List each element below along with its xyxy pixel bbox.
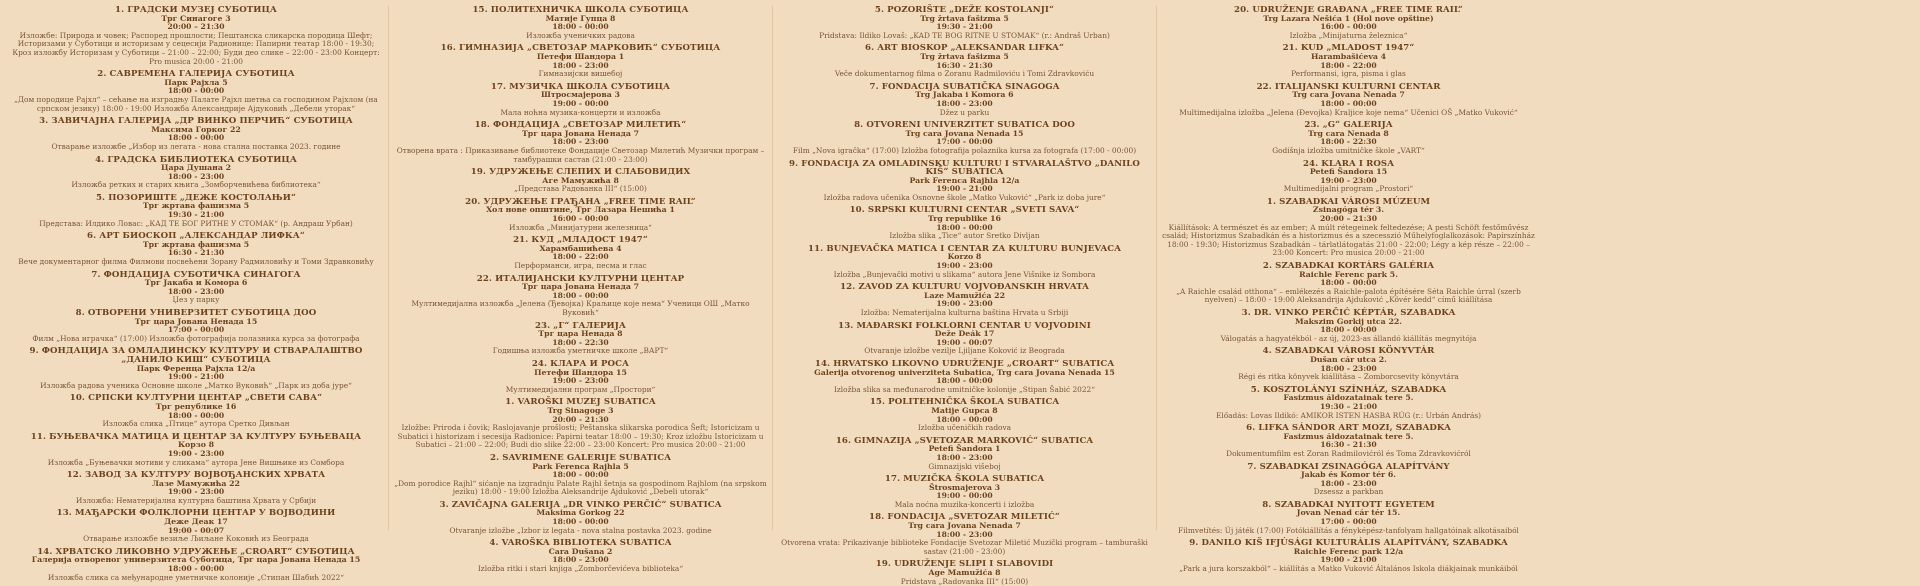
event-hours: 18:00 - 22:30	[1320, 137, 1377, 147]
event-description: Вече документарног филма Филмови посвећени Зорану Радмиловићу и Томи Здравковићу	[18, 257, 374, 267]
event-location: Максима Горког 22	[151, 124, 241, 134]
event-description: „A Raichle család otthona“ – emlékezés a Raichle-palota építésére Séta Raichle úrral (szerb nyelven) – 18:00 - 19:00 Aleksandrija Ajduković „Kövér kedd“ című kiállítása	[1176, 286, 1521, 305]
event-description: Godišnja izložba umitničke škole „VART“	[1272, 145, 1425, 155]
event-title: 2. SZABADKAI KORTÁRS GALÉRIA	[1262, 261, 1435, 272]
event-description: Отворена врата : Приказивање библиотеке Фондације Светозар Милетић Музички програм – тамбурашки састав (21:00 - 23:00)	[396, 145, 765, 164]
event-title: 11. BUNJEVAČKA MATICA I CENTAR ZA KULTURU BUNJEVACA	[807, 243, 1122, 254]
event-location: Korzo 8	[947, 252, 982, 262]
event-title: 5. ПОЗОРИШТЕ „ДЕЖЕ КОСТОЛАЊИ“	[95, 192, 297, 203]
event-hours: 18:00 - 23:00	[552, 555, 609, 565]
event-location: Trg cara Jovana Nenada 7	[908, 521, 1021, 531]
event-entry	[8, 509, 384, 543]
event-title: 8. SZABADKAI NYITOTT EGYETEM	[1262, 499, 1435, 510]
event-hours: 18:00 - 00:00	[1320, 325, 1377, 335]
event-title: 7. ФОНДАЦИЈА СУБОТИЧКА СИНАГОГА	[91, 269, 301, 280]
event-entry	[393, 83, 768, 117]
event-title: 24. KLARA I ROSA	[1302, 158, 1395, 169]
event-hours: 19:00 - 00:00	[552, 98, 609, 108]
event-title: 1. SZABADKAI VÁROSI MÚZEUM	[1266, 196, 1431, 207]
event-entry	[393, 275, 768, 318]
event-hours: 18:00 - 23:00	[1320, 478, 1377, 488]
event-title: 24. КЛАРА И РОСА	[531, 358, 630, 369]
event-description: Dokumentumfilm est Zoran Radmilovićról és Toma Zdravkovićról	[1226, 448, 1471, 458]
event-location: Maksima Gorkog 22	[536, 508, 625, 518]
event-description: Otvorena vrata: Prikazivanje biblioteke Fondacije Svetozar Miletić Muzički program – tamburaški sastav (21:00 - 23:00)	[781, 538, 1148, 556]
event-title: 14. ХРВАТСКО ЛИКОВНО УДРУЖЕЊЕ „CROART“ СУБОТИЦА	[37, 546, 355, 557]
event-entry	[393, 236, 768, 270]
event-description: Válogatás a hagyatékból - az új, 2023-as állandó kiállítás megnyitója	[1220, 333, 1477, 343]
event-description: Отварање изложбе везиље Љиљане Коковић из Београда	[83, 534, 309, 544]
event-description: „Dom porodice Rajhl“ sićanje na izgradnju Palate Rajhl šetnja sa gospodinom Rajhlom (na srpskom jeziku) 18:00 - 19:00 Izložba Aleksandrije Ajduković „Debeli utorak“	[394, 478, 767, 497]
event-entry	[777, 206, 1152, 240]
event-title: 8. OTVORENI UNIVERZITET SUBATICA DOO	[854, 120, 1075, 131]
event-title: 7. FONDACIJA SUBATIČKA SINAGOGA	[869, 81, 1060, 92]
event-description: Изложба ученичких радова	[526, 30, 635, 40]
event-description: Performansi, igra, pisma i glas	[1291, 69, 1406, 79]
event-location: Cara Dušana 2	[548, 546, 613, 556]
event-description: „Park a jura korszakból“ – kiállítás a Matko Vuković Általános Iskola diákjainak munkáiból	[1179, 564, 1518, 574]
event-title: 3. DR. VINKO PERČIĆ KÉPTÁR, SZABADKA	[1241, 308, 1456, 318]
event-location: Матије Гупца 8	[545, 13, 616, 23]
event-entry	[1161, 198, 1536, 258]
event-description: Мала ноћна музика-концерти и изложба	[500, 107, 661, 117]
event-location: Fasizmus áldozatainak tere 5.	[1283, 431, 1414, 441]
event-hours: 17:00 - 00:00	[167, 325, 225, 335]
event-title: 18. FONDACIJA „SVETOZAR MILETIĆ“	[869, 512, 1060, 523]
event-entry	[1161, 121, 1536, 155]
event-entry	[8, 309, 384, 343]
event-location: Matije Gupca 8	[931, 405, 998, 415]
event-entry	[1161, 83, 1536, 117]
event-title: 20. УДРУЖЕЊЕ ГРАЂАНА „FREE TIME RAIL“	[465, 196, 696, 207]
event-entry	[777, 160, 1152, 203]
event-hours: 16:30 - 21:30	[167, 248, 225, 258]
event-hours: 18:00 - 00:00	[167, 410, 225, 420]
event-hours: 18:00 - 23:00	[552, 60, 609, 70]
event-title: 22. ITALIJANSKI KULTURNI CENTAR	[1256, 81, 1441, 92]
event-hours: 18:00 - 00:00	[167, 86, 225, 96]
event-hours: 20:00 – 21:30	[1320, 214, 1377, 224]
event-description: Изложбе: Природа и човек; Распоред прошлости; Пештанска сликарска породица Шефт; Историзами у Суботици и историзам у сецесији Радионице: Папирни театар 18:00 - 19:30; Кроз изложбу Историзам у Суботици – 21:00 – 22:00; Буди део слике – 22:00 - 23:00 Концерт: Pro musica 20:00 - 21:00	[12, 30, 380, 66]
event-location: Петефи Шандора 1	[536, 51, 625, 61]
event-title: 17. МУЗИЧКА ШКОЛА СУБОТИЦА	[490, 81, 671, 92]
event-title: 5. KOSZTOLÁNYI SZÍNHÁZ, SZABADKA	[1250, 384, 1447, 395]
event-entry	[393, 44, 768, 78]
event-description: Mala noćna muzika-koncerti i izložba	[894, 499, 1035, 509]
event-location: Трг жртава фашизма 5	[142, 201, 250, 211]
event-description: Изложба „Минијатурни железница“	[509, 222, 652, 232]
event-entry	[393, 398, 768, 450]
event-location: Парк Рајхла 5	[164, 77, 228, 87]
event-location: Парк Ференца Рајхла 12/а	[136, 363, 256, 373]
event-title: 12. ЗАВОД ЗА КУЛТУРУ ВОЈВОЂАНСКИХ ХРВАТА	[66, 470, 326, 481]
event-hours: 18:00 - 00:00	[552, 22, 609, 32]
program-column-4	[1156, 5, 1540, 574]
event-description: Перформанси, игра, песма и глас	[514, 261, 647, 271]
event-description: Отварање изложбе „Избор из легата - нова стална поставка 2023. године	[51, 141, 341, 151]
event-title: 2. SAVRIMENE GALERIJE SUBATICA	[490, 452, 671, 463]
event-location: Штросмајерова 3	[541, 90, 620, 100]
event-location: Jovan Nenad cár tér 15.	[1296, 508, 1401, 518]
event-location: Zsinagóga tér 3.	[1312, 205, 1385, 215]
event-entry	[1161, 160, 1536, 194]
event-location: Trg cara Nenada 8	[1308, 128, 1389, 138]
event-hours: 19:00 - 00:00	[936, 491, 993, 501]
event-location: Trg Jakaba i Komora 6	[915, 90, 1014, 100]
event-entry	[393, 198, 768, 232]
event-title: 18. ФОНДАЦИЈА „СВЕТОЗАР МИЛЕТИЋ“	[474, 120, 687, 131]
event-entry	[1161, 386, 1536, 420]
event-location: Деже Деак 17	[164, 517, 228, 527]
event-description: Изложба: Нематеријална културна баштина Хрвата у Србији	[75, 495, 317, 505]
event-title: 6. LIFKA SÁNDOR ART MOZI, SZABADKA	[1246, 423, 1451, 434]
event-entry	[777, 121, 1152, 155]
event-entry	[1161, 463, 1536, 497]
event-description: Otvaranje izložbe vezilje Ljiljane Koković iz Beograda	[864, 346, 1065, 356]
event-entry	[1161, 424, 1536, 458]
event-title: 3. ZAVIČAJNA GALERIJA „DR VINKO PERČIĆ“ SUBATICA	[439, 499, 722, 510]
event-location: Jakab és Komor tér 6.	[1300, 470, 1397, 480]
event-entry	[8, 271, 384, 305]
event-hours: 18:00 - 22:30	[552, 337, 609, 347]
event-entry	[1161, 309, 1536, 343]
event-title: 4. ГРАДСКА БИБЛИОТЕКА СУБОТИЦА	[95, 154, 297, 165]
event-description: Pridstava „Radovanka III“ (15:00)	[900, 576, 1029, 586]
event-location: Harambašićeva 4	[1310, 51, 1387, 61]
program-column-1	[4, 5, 388, 582]
event-location: Лазе Мамужића 22	[152, 478, 240, 488]
event-title: 23. „Г“ ГАЛЕРИЈА	[534, 320, 627, 331]
event-entry	[8, 232, 384, 266]
event-description: Izložba: Nematerijalna kulturna baština Hrvata u Srbiji	[860, 308, 1069, 317]
event-hours: 16:30 - 21:30	[936, 60, 993, 70]
event-description: Мултимедијални програм „Простори“	[505, 384, 656, 394]
event-hours: 18:00 - 22:00	[1320, 60, 1377, 70]
event-title: 11. БУЊЕВАЧКА МАТИЦА И ЦЕНТАР ЗА КУЛТУРУ БУЊЕВАЦА	[30, 431, 362, 442]
event-description: Izložba učeničkih radova	[917, 423, 1012, 433]
event-description: Otvaranje izložbe „Izbor iz legata - nova stalna postavka 2023. godine	[449, 525, 712, 535]
event-hours: 19:00 - 23:00	[1320, 175, 1377, 185]
event-location: Трг цара Ненада 8	[538, 329, 623, 339]
event-description: Изложба ретких и старих књига „Зомборчевићева библиотека“	[71, 180, 321, 190]
event-location: Трг цара Јована Ненада 7	[521, 128, 640, 138]
event-hours: 18:00 - 00:00	[936, 222, 993, 232]
event-title: 19. UDRUŽENJE SLIPI I SLABOVIDI	[875, 559, 1054, 570]
event-title: 16. GIMNAZIJA „SVETOZAR MARKOVIĆ“ SUBATICA	[835, 435, 1094, 446]
event-description: Изложба слика „Птице“ аутора Сретко Дивљан	[102, 419, 290, 429]
event-hours: 18:00 - 00:00	[552, 517, 609, 527]
event-description: Годишња изложба уметничке школе „ВАРТ“	[492, 346, 669, 356]
event-description: „Дом породице Рајхл“ – сећање на изградњу Палате Рајхл шетња са господином Рајхлом (на српском језику) 18:00 - 19:00 Изложба Александрије Ајдуковић „Дебели уторак“	[14, 94, 378, 113]
event-title: 21. KUD „MLADOST 1947“	[1282, 43, 1415, 54]
event-location: Dušan cár utca 2.	[1310, 354, 1387, 364]
event-title: 15. POLITEHNIČKA ŠKOLA SUBATICA	[869, 397, 1060, 408]
event-title: 2. САВРЕМЕНА ГАЛЕРИЈА СУБОТИЦА	[97, 69, 295, 80]
event-hours: 18:00 - 00:00	[167, 133, 225, 143]
event-title: 1. VAROŠKI MUZEJ SUBATICA	[505, 397, 656, 408]
event-entry	[777, 6, 1152, 40]
event-location: Laze Mamužića 22	[924, 290, 1005, 300]
event-entry	[8, 394, 384, 428]
event-description: Pridstava: Ildiko Lovaš: „KAD TE BOG RITNE U STOMAK“ (r.: Andraš Urban)	[819, 30, 1110, 40]
event-description: Džez u parku	[939, 107, 990, 117]
event-location: Цара Душана 2	[160, 163, 232, 173]
event-entry	[393, 454, 768, 497]
event-hours: 18:00 - 00:00	[552, 470, 609, 480]
event-title: 9. ФОНДАЦИЈА ЗА ОМЛАДИНСКУ КУЛТУРУ И СТВАРАЛАШТВО „ДАНИЛО КИШ“ СУБОТИЦА	[29, 346, 363, 365]
event-title: 9. FONDACIJA ZA OMLADINSKU KULTURU I STVARALAŠTVO „DANILO KIŠ“ SUBATICA	[788, 158, 1140, 178]
event-hours: 17:00 - 00:00	[1320, 517, 1377, 527]
event-location: Трг жртава фашизма 5	[142, 239, 250, 249]
event-hours: 19:00 - 23:00	[552, 376, 609, 386]
event-title: 10. SRPSKI KULTURNI CENTAR „SVETI SAVA“	[849, 205, 1080, 216]
event-location: Štrosmajerova 3	[928, 482, 1001, 492]
event-description: Izložba slika „Tice“ autor Sretko Divljan	[889, 231, 1040, 241]
event-description: Izložbe: Priroda i čovik; Rasloјavanje prošlosti; Peštanska slikarska porodica Šeft; Istoricizam u Subatici i historizam i secesija Radionice: Papirni teatar 18:00 – 19:30; Kroz izložbu Istoricizam u Subatici – 21:00 – 22:00; Budi dio slike 22:00 – 23:00 Koncert: Pro musica 20:00 - 21:00	[397, 423, 764, 450]
event-entry	[393, 360, 768, 394]
event-location: Trg Lazara Nešića 1 (Hol nove opštine)	[1263, 13, 1434, 23]
event-entry	[777, 560, 1152, 586]
event-entry	[1161, 44, 1536, 78]
event-description: Представа: Илдико Ловас: „КАД ТЕ БОГ РИТНЕ У СТОМАК“ (р. Андраш Урбан)	[39, 218, 353, 228]
event-title: 6. АРТ БИОСКОП „АЛЕКСАНДАР ЛИФКА“	[87, 231, 305, 242]
event-description: Izložba ritki i stari knjiga „Zomborčevićeva biblioteka“	[477, 564, 684, 574]
event-location: Fasizmus áldozatainak tere 5.	[1283, 393, 1414, 403]
event-location: Корзо 8	[177, 440, 215, 450]
event-location: Petefi Šandora 15	[1309, 167, 1388, 177]
event-hours: 18:00 - 00:00	[1320, 278, 1377, 288]
event-entry	[777, 513, 1152, 556]
event-description: Multimedijalni program „Prostori“	[1283, 184, 1414, 194]
event-hours: 20:00 – 21:30	[167, 22, 225, 32]
event-entry	[777, 360, 1152, 394]
event-hours: 18:00 - 23:00	[936, 452, 993, 462]
event-hours: 18:00 - 23:00	[936, 529, 993, 539]
event-location: Age Mamužića 8	[928, 568, 1001, 578]
event-entry	[777, 437, 1152, 471]
event-location: Петефи Шандора 15	[534, 367, 627, 377]
event-entry	[8, 117, 384, 151]
event-location: Makszim Gorkij utca 22.	[1294, 316, 1403, 326]
event-description: Film „Nova igračka“ (17:00) Izložba fotografija polaznika kursa za fotografa (17:00 - 00:00)	[792, 145, 1137, 155]
event-title: 15. ПОЛИТЕХНИЧКА ШКОЛА СУБОТИЦА	[472, 5, 689, 15]
event-description: Изложба „Буњевачки мотиви у сликама“ аутора Јене Вишњике из Сомбора	[47, 457, 345, 467]
event-entry	[777, 83, 1152, 117]
event-hours: 18:00 - 23:00	[936, 98, 993, 108]
event-hours: 16:00 - 00:00	[552, 214, 609, 224]
event-entry	[393, 121, 768, 164]
event-entry	[777, 475, 1152, 509]
event-hours: 19:00 - 00:07	[936, 337, 993, 347]
event-hours: 18:00 - 22:00	[552, 252, 609, 262]
event-location: Трг цара Јована Ненада 15	[134, 316, 258, 326]
event-title: 7. SZABADKAI ZSINAGÓGA ALAPÍTVÁNY	[1247, 461, 1450, 472]
event-entry	[8, 70, 384, 113]
event-location: Petefi Šandora 1	[928, 444, 1001, 454]
event-description: Izložba slika sa međunarodne umitničke kolonije „Stipan Šabić 2022“	[833, 384, 1096, 394]
event-description: Izložba „Minijaturna železnica“	[1289, 30, 1408, 40]
event-hours: 20:00 - 21:30	[552, 414, 609, 424]
event-location: Trg cara Jovana Nenada 7	[1292, 90, 1405, 100]
event-hours: 18:00 - 23:00	[552, 137, 609, 147]
event-title: 13. МАЂАРСКИ ФОЛКЛОРНИ ЦЕНТАР У ВОЈВОДИНИ	[56, 508, 336, 519]
event-entry	[8, 347, 384, 390]
event-hours: 19:00 - 23:00	[167, 448, 225, 458]
event-description: Џез у парку	[172, 295, 220, 305]
event-location: Trg žrtava fašizma 5	[920, 51, 1009, 61]
event-title: 5. POZORIŠTE „DEŽE KOSTOLANJI“	[874, 5, 1055, 15]
event-title: 6. ART BIOSKOP „ALEKSANDAR LIFKA“	[864, 43, 1064, 54]
event-entry	[777, 283, 1152, 317]
event-title: 3. ЗАВИЧАЈНА ГАЛЕРИЈА „ДР ВИНКО ПЕРЧИЋ“ СУБОТИЦА	[39, 116, 353, 127]
event-location: Трг Синагоге 3	[161, 13, 231, 23]
event-title: 4. VAROŠKA BIBLIOTEKA SUBATICA	[489, 538, 672, 549]
event-description: Филм „Нова играчка“ (17:00) Изложба фотографија полазника курса за фотографа	[32, 333, 360, 343]
event-location: Galerija otvorenog univerziteta Subatica, Trg cara Jovana Nenada 15	[814, 367, 1115, 377]
event-hours: 18:00 - 23:00	[167, 171, 225, 181]
event-location: Deže Deák 17	[934, 329, 995, 339]
event-location: Trg cara Jovana Nenada 15	[905, 128, 1024, 138]
event-hours: 19:30 - 21:00	[167, 210, 225, 220]
event-description: Изложба радова ученика Основне школе „Матко Вуковић“ „Парк из доба јуре“	[40, 380, 352, 390]
event-location: Трг цара Јована Ненада 7	[521, 282, 640, 292]
event-description: „Представа Радованка III“ (15:00)	[514, 184, 647, 194]
event-description: Multimedijalna izložba „Jelena (Đevojka) Kraljice koje nema“ Učenici OŠ „Matko Vuković“	[1179, 107, 1518, 117]
event-location: Trg žrtava fašizma 5	[920, 13, 1009, 23]
event-entry	[8, 548, 384, 582]
event-location: Галерија отвореног универзитета Суботица, Трг цара Јована Ненада 15	[31, 555, 361, 565]
event-entry	[1161, 539, 1536, 573]
event-description: Gimnazijski višeboj	[928, 461, 1001, 471]
event-hours: 18:00 - 00:00	[1320, 98, 1377, 108]
event-entry	[393, 539, 768, 573]
event-description: Изложба слика са међународне уметничке колоније „Стипан Шабић 2022“	[47, 572, 345, 582]
event-hours: 18:00 - 00:00	[552, 290, 609, 300]
event-entry	[393, 501, 768, 535]
event-description: Izložba radova učenika Osnovne škole „Matko Vuković“ „Park iz doba jure“	[823, 192, 1106, 202]
event-title: 22. ИТАЛИЈАНСКИ КУЛТУРНИ ЦЕНТАР	[476, 273, 685, 284]
event-location: Raichle Ferenc park 5.	[1299, 269, 1398, 279]
event-entry	[8, 433, 384, 467]
program-column-2	[388, 5, 772, 574]
event-hours: 17:00 - 00:00	[936, 137, 993, 147]
event-location: Park Ferenca Rajhla 12/a	[909, 175, 1020, 185]
event-title: 8. ОТВОРЕНИ УНИВЕРЗИТЕТ СУБОТИЦА ДОО	[75, 308, 317, 318]
event-entry	[1161, 262, 1536, 305]
event-hours: 16:30 - 21:30	[1320, 440, 1377, 450]
event-location: Аге Мамужића 8	[542, 175, 619, 185]
event-location: Трг републике 16	[155, 401, 237, 411]
event-entry	[1161, 347, 1536, 381]
event-entry	[777, 245, 1152, 279]
event-hours: 18:00 - 00:00	[936, 414, 993, 424]
event-hours: 19:00 - 00:07	[167, 525, 225, 535]
event-title: 10. СРПСКИ КУЛТУРНИ ЦЕНТАР „СВЕТИ САВА“	[69, 393, 323, 404]
event-hours: 19:00 - 21:00	[936, 184, 993, 194]
event-description: Filmvetítés: Új játék (17:00) Fotókiállítás a fényképész-tanfolyam hallgatóinak alkotásaiból	[1178, 525, 1519, 535]
event-title: 16. ГИМНАЗИЈА „СВЕТОЗАР МАРКОВИЋ“ СУБОТИЦА	[440, 43, 721, 54]
event-hours: 19:30 - 21:00	[936, 22, 993, 32]
event-title: 13. MAĐARSKI FOLKLORNI CENTAR U VOJVODINI	[838, 320, 1091, 331]
event-hours: 19:00 - 23:00	[167, 487, 225, 497]
event-hours: 18:00 - 23:00	[167, 286, 225, 296]
event-entry	[777, 398, 1152, 432]
event-location: Хол нове општине, Трг Лазара Нешића 1	[486, 205, 675, 215]
event-title: 23. „G“ GALERIJA	[1304, 120, 1393, 131]
event-hours: 19:00 - 23:00	[936, 299, 993, 309]
event-title: 4. SZABADKAI VÁROSI KÖNYVTÁR	[1262, 346, 1435, 357]
event-location: Трг Јакаба и Комора 6	[144, 278, 248, 288]
event-description: Előadás: Lovas Ildikó: AMIKOR ISTEN HASBA RÚG (r.: Urbán András)	[1215, 410, 1482, 420]
event-hours: 19:30 – 21:00	[1320, 401, 1377, 411]
event-hours: 16:00 - 00:00	[1320, 22, 1377, 32]
event-description: Veče dokumentarnog filma o Zoranu Radmiloviću i Tomi Zdravkoviću	[834, 69, 1095, 79]
event-title: 12. ZAVOD ZA KULTURU VOJVOĐANSKIH HRVATA	[840, 282, 1089, 293]
event-title: 20. UDRUŽENJE GRAĐANA „FREE TIME RAIL“	[1234, 5, 1463, 15]
event-location: Raichle Ferenc park 12/a	[1293, 546, 1404, 556]
event-hours: 18:00 - 23:00	[1320, 363, 1377, 373]
event-entry	[777, 322, 1152, 356]
event-title: 1. ГРАДСКИ МУЗЕЈ СУБОТИЦА	[114, 5, 278, 15]
event-hours: 19:00 - 21:00	[167, 372, 225, 382]
event-title: 21. КУД „МЛАДОСТ 1947“	[513, 235, 648, 246]
program-column-3	[772, 5, 1156, 586]
event-entry	[393, 6, 768, 40]
event-description: Kiállítások: A természet és az ember; A múlt rétegeinek feltedezése; A pesti Schöft festőművész család; Historizmus Szabadkán és a historizmus és a szecesszió Műhelyfoglalkozások: Papírszínház 18:00 - 19:30; Historizmus Szabadkán – tárlatlátogatás 21:00 - 22:00; Légy a kép része – 22:00 – 23:00 Koncert: Pro musica 20:00 - 21:00	[1162, 222, 1535, 258]
event-entry	[8, 6, 384, 66]
event-location: Харамбашићева 4	[539, 243, 622, 253]
event-description: Dzsessz a parkban	[1313, 487, 1384, 497]
event-entry	[777, 44, 1152, 78]
event-description: Мултимедијална изложба „Јелена (Ђевојка) Краљице које нема“ Ученици ОШ „Матко Вуковић“	[411, 299, 750, 317]
event-title: 17. MUZIČKA ŠKOLA SUBATICA	[884, 474, 1045, 485]
event-entry	[393, 168, 768, 194]
event-title: 9. DANILO KIŠ IFJÚSÁGI KULTURÁLIS ALAPÍTVÁNY, SZABADKA	[1189, 538, 1508, 549]
event-hours: 19:00 - 21:00	[1320, 555, 1377, 565]
event-description: Régi és ritka könyvek kiállítása – Zomborcsevity könyvtára	[1238, 372, 1459, 382]
event-location: Trg Sinagoge 3	[547, 405, 614, 415]
event-description: Гимназијски вишебој	[538, 69, 623, 79]
event-hours: 19:00 - 23:00	[936, 261, 993, 271]
event-entry	[8, 471, 384, 505]
event-location: Park Ferenca Rajhla 5	[532, 461, 629, 471]
event-title: 14. HRVATSKO LIKOVNO UDRUŽENJE „CROART“ SUBATICA	[814, 358, 1115, 369]
event-hours: 18:00 - 00:00	[167, 564, 225, 574]
event-hours: 18:00 - 00:00	[936, 376, 993, 386]
event-description: Izložba „Bunjevački motivi u slikama“ autora Jene Višnike iz Sombora	[833, 269, 1096, 279]
event-entry	[8, 156, 384, 190]
event-entry	[1161, 501, 1536, 535]
event-entry	[1161, 6, 1536, 40]
event-location: Trg republike 16	[927, 214, 1001, 224]
event-entry	[393, 322, 768, 356]
event-title: 19. УДРУЖЕЊЕ СЛЕПИХ И СЛАБОВИДИХ	[470, 167, 691, 178]
event-entry	[8, 194, 384, 228]
